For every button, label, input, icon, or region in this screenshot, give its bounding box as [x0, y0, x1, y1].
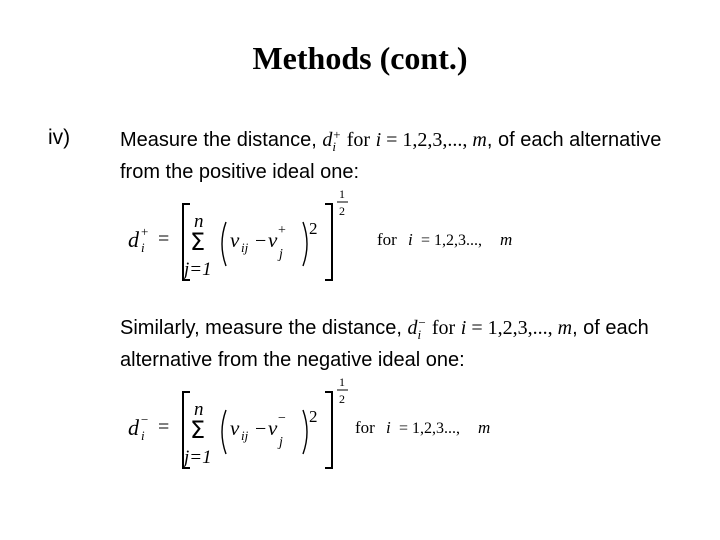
paragraph-lead: Measure the distance,: [120, 129, 317, 151]
sum-lower-limit: j=1: [184, 447, 212, 468]
left-paren: [222, 222, 226, 266]
paragraph-positive-distance: [120, 124, 690, 188]
sigma-symbol: Σ: [190, 416, 206, 444]
paragraph-negative-distance: [120, 312, 690, 376]
right-paren: [303, 410, 307, 454]
v-base: v: [230, 228, 240, 252]
index-range: = 1,2,3,...,: [466, 317, 558, 339]
index-m: m: [557, 317, 573, 339]
for-word: for: [431, 317, 456, 339]
v-sub: ij: [241, 240, 249, 255]
distance-symbol-positive: d + i: [322, 127, 342, 155]
formula-lhs-sub: i: [141, 240, 145, 255]
formula-lhs-sup: +: [141, 224, 149, 239]
formula-lhs-sup: −: [141, 412, 149, 427]
half-numerator: 1: [339, 187, 345, 201]
formula-negative-distance: [120, 374, 540, 474]
square-exponent: 2: [309, 219, 318, 238]
formula-equals: =: [158, 228, 170, 250]
left-paren: [222, 410, 226, 454]
sum-upper-limit: n: [194, 399, 204, 420]
v-sub: ij: [241, 428, 249, 443]
vj-sub: j: [279, 247, 283, 262]
formula-for-word: for: [355, 418, 375, 437]
right-bracket: [325, 204, 332, 280]
minus-sign: −: [255, 418, 267, 440]
formula-for-word: for: [377, 230, 397, 249]
for-word: for: [346, 129, 371, 151]
paragraph-line2: from the positive ideal one:: [120, 161, 360, 183]
vj-base: v: [268, 228, 278, 252]
v-base: v: [230, 416, 240, 440]
formula-index-m: m: [478, 418, 491, 437]
vj-base: v: [268, 416, 278, 440]
sigma-symbol: Σ: [190, 228, 206, 256]
half-denominator: 2: [339, 204, 345, 218]
slide-title: Methods (cont.): [252, 40, 468, 76]
distance-symbol-negative: d − i: [407, 315, 427, 343]
index-i: i: [375, 129, 382, 151]
right-paren: [303, 222, 307, 266]
minus-sign: −: [255, 230, 267, 252]
paragraph-tail: , of each: [572, 317, 649, 339]
index-m: m: [472, 129, 487, 151]
index-range: = 1,2,3,...,: [381, 129, 473, 151]
formula-index-i: i: [408, 230, 413, 249]
half-denominator: 2: [339, 392, 345, 406]
sum-lower-limit: j=1: [184, 259, 212, 280]
index-i: i: [460, 317, 467, 339]
half-numerator: 1: [339, 375, 345, 389]
paragraph-tail: , of each alternative: [486, 129, 662, 151]
formula-index-i: i: [386, 418, 391, 437]
formula-lhs: d: [128, 227, 139, 252]
paragraph-line2: alternative from the negative ideal one:: [120, 349, 465, 371]
paragraph-lead: Similarly, measure the distance,: [120, 317, 402, 339]
formula-lhs: d: [128, 415, 139, 440]
vj-sub: j: [279, 435, 283, 450]
step-number: iv): [48, 126, 71, 149]
formula-index-m: m: [500, 230, 513, 249]
formula-equals: =: [158, 416, 170, 438]
square-exponent: 2: [309, 407, 318, 426]
formula-index-range: = 1,2,3...,: [421, 232, 483, 249]
vj-sup: +: [278, 223, 286, 238]
sum-upper-limit: n: [194, 211, 204, 232]
formula-index-range: = 1,2,3...,: [399, 420, 461, 437]
vj-sup: −: [278, 411, 286, 426]
formula-positive-distance: [120, 186, 540, 286]
right-bracket: [325, 392, 332, 468]
formula-lhs-sub: i: [141, 428, 145, 443]
